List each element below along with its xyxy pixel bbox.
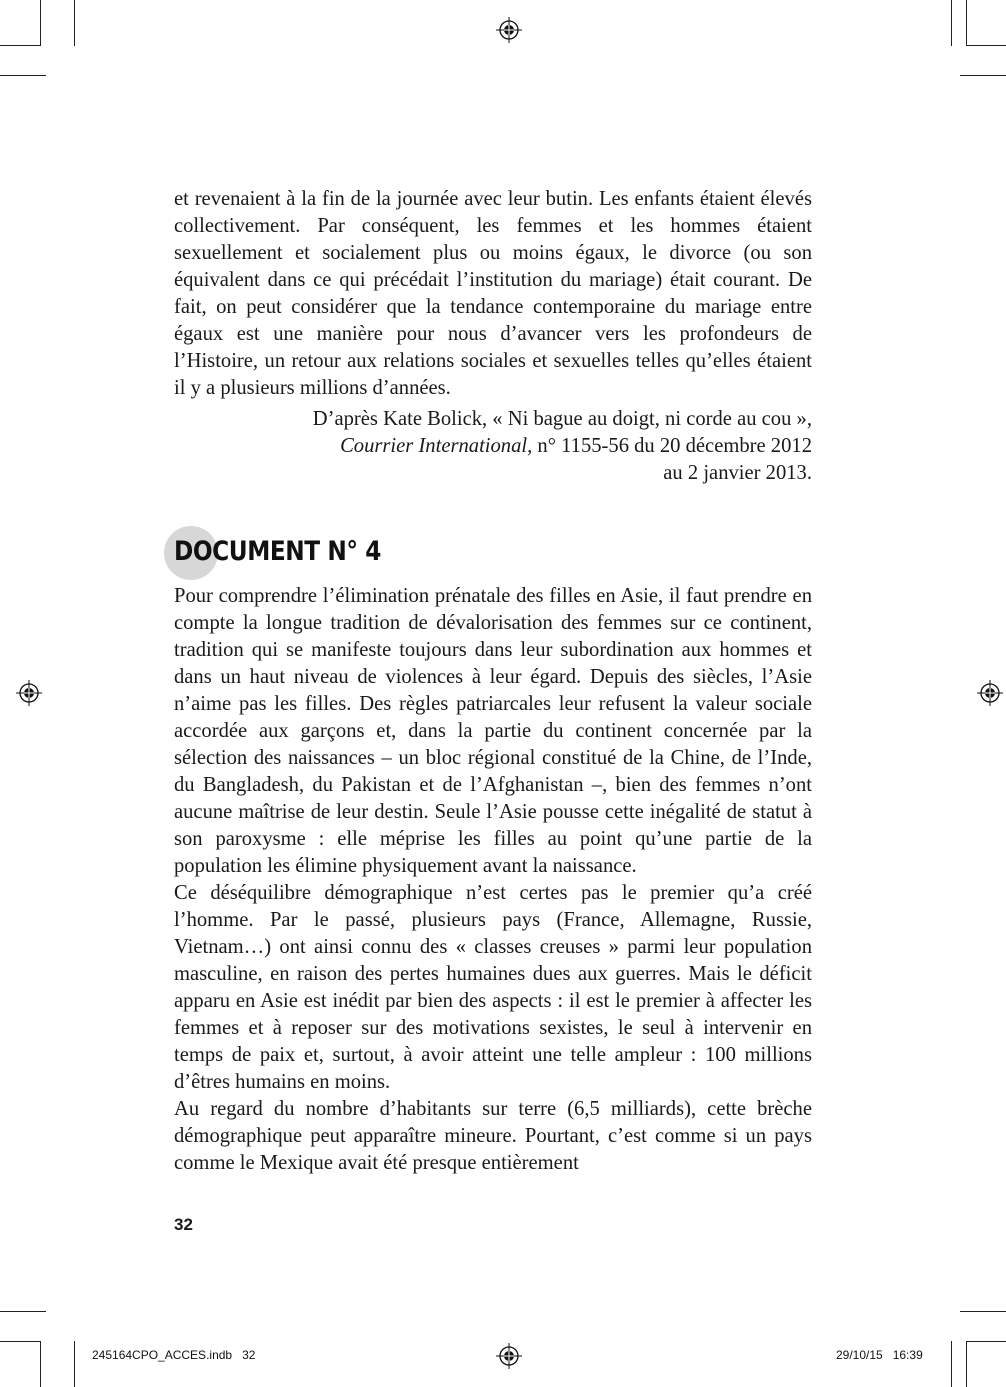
crop-mark <box>74 0 75 46</box>
continuation-text <box>174 186 812 402</box>
body-paragraph: et revenaient à la fin de la journée avec leur butin. Les enfants étaient élevés collectivement. Par conséquent, les femmes et les hommes étaient sexuellement et socialement plus ou moins égaux, le divorce (ou son équivalent dans ce qui précédait l’institution du mariage) était courant. De fait, on peut considérer que la tendance contemporaine du mariage entre égaux est une manière pour nous d’avancer vers les profondeurs de l’Histoire, un retour aux relations sociales et sexuelles telles qu’elles étaient il y a plusieurs millions d’années. <box>174 188 812 399</box>
crop-mark <box>40 1341 41 1387</box>
citation-line: D’après Kate Bolick, « Ni bague au doigt, ni corde au cou », <box>312 408 812 430</box>
crop-mark <box>40 0 41 46</box>
crop-mark <box>74 1341 75 1387</box>
page-number: 32 <box>174 1215 193 1234</box>
slug-filename: 245164CPO_ACCES.indb 32 <box>92 1348 256 1362</box>
crop-mark <box>960 75 1006 76</box>
registration-mark-icon <box>496 1343 522 1369</box>
citation-line: au 2 janvier 2013. <box>663 462 812 484</box>
citation-line <box>174 433 812 460</box>
crop-mark <box>951 1341 952 1387</box>
crop-mark <box>966 1341 967 1387</box>
issue-info: n° 1155-56 du 20 décembre 2012 <box>532 435 812 457</box>
crop-mark <box>966 0 967 46</box>
body-paragraph: Au regard du nombre d’habitants sur terre (6,5 milliards), cette brèche démographique peut apparaître mineure. Pourtant, c’est comme si un pays comme le Mexique avait été presque entièrement <box>174 1098 812 1174</box>
document-title: DOCUMENT N° 4 <box>174 536 381 567</box>
crop-mark <box>966 45 1006 46</box>
publication-name: Courrier International, <box>340 435 533 457</box>
crop-mark <box>951 0 952 46</box>
registration-mark-icon <box>16 680 42 706</box>
crop-mark <box>0 1341 40 1342</box>
document-body <box>174 583 812 1177</box>
crop-mark <box>960 1311 1006 1312</box>
body-paragraph: Pour comprendre l’élimination prénatale des filles en Asie, il faut prendre en compte la longue tradition de dévalorisation des femmes sur ce continent, tradition qui se manifeste toujours dans leur subordination aux hommes et dans un haut niveau de violences à leur égard. Depuis des siècles, l’Asie n’aime pas les filles. Des règles patriarcales leur refusent la valeur sociale accordée aux garçons et, dans la partie du continent concernée par la sélection des naissances – un bloc régional constitué de la Chine, de l’Inde, du Bangladesh, du Pakistan et de l’Afghanistan –, bien des femmes n’ont aucune maîtrise de leur destin. Seule l’Asie pousse cette inégalité de statut à son paroxysme : elle méprise les filles au point qu’une partie de la population les élimine physiquement avant la naissance. <box>174 585 812 877</box>
registration-mark-icon <box>977 680 1003 706</box>
crop-mark <box>966 1341 1006 1342</box>
body-paragraph: Ce déséquilibre démographique n’est certes pas le premier qu’a créé l’homme. Par le passé, plusieurs pays (France, Allemagne, Russie, Vietnam…) ont ainsi connu des « classes creuses » parmi leur population masculine, en raison des pertes humaines dues aux guerres. Mais le déficit apparu en Asie est inédit par bien des aspects : il est le premier à affecter les femmes et à reposer sur des motivations sexistes, le seul à intervenir en temps de paix et, surtout, à avoir atteint une telle ampleur : 100 millions d’êtres humains en moins. <box>174 882 812 1093</box>
crop-mark <box>0 45 40 46</box>
crop-mark <box>0 1311 46 1312</box>
crop-mark <box>0 75 46 76</box>
source-citation <box>174 406 812 487</box>
slug-datetime: 29/10/15 16:39 <box>836 1348 923 1362</box>
registration-mark-icon <box>496 17 522 43</box>
